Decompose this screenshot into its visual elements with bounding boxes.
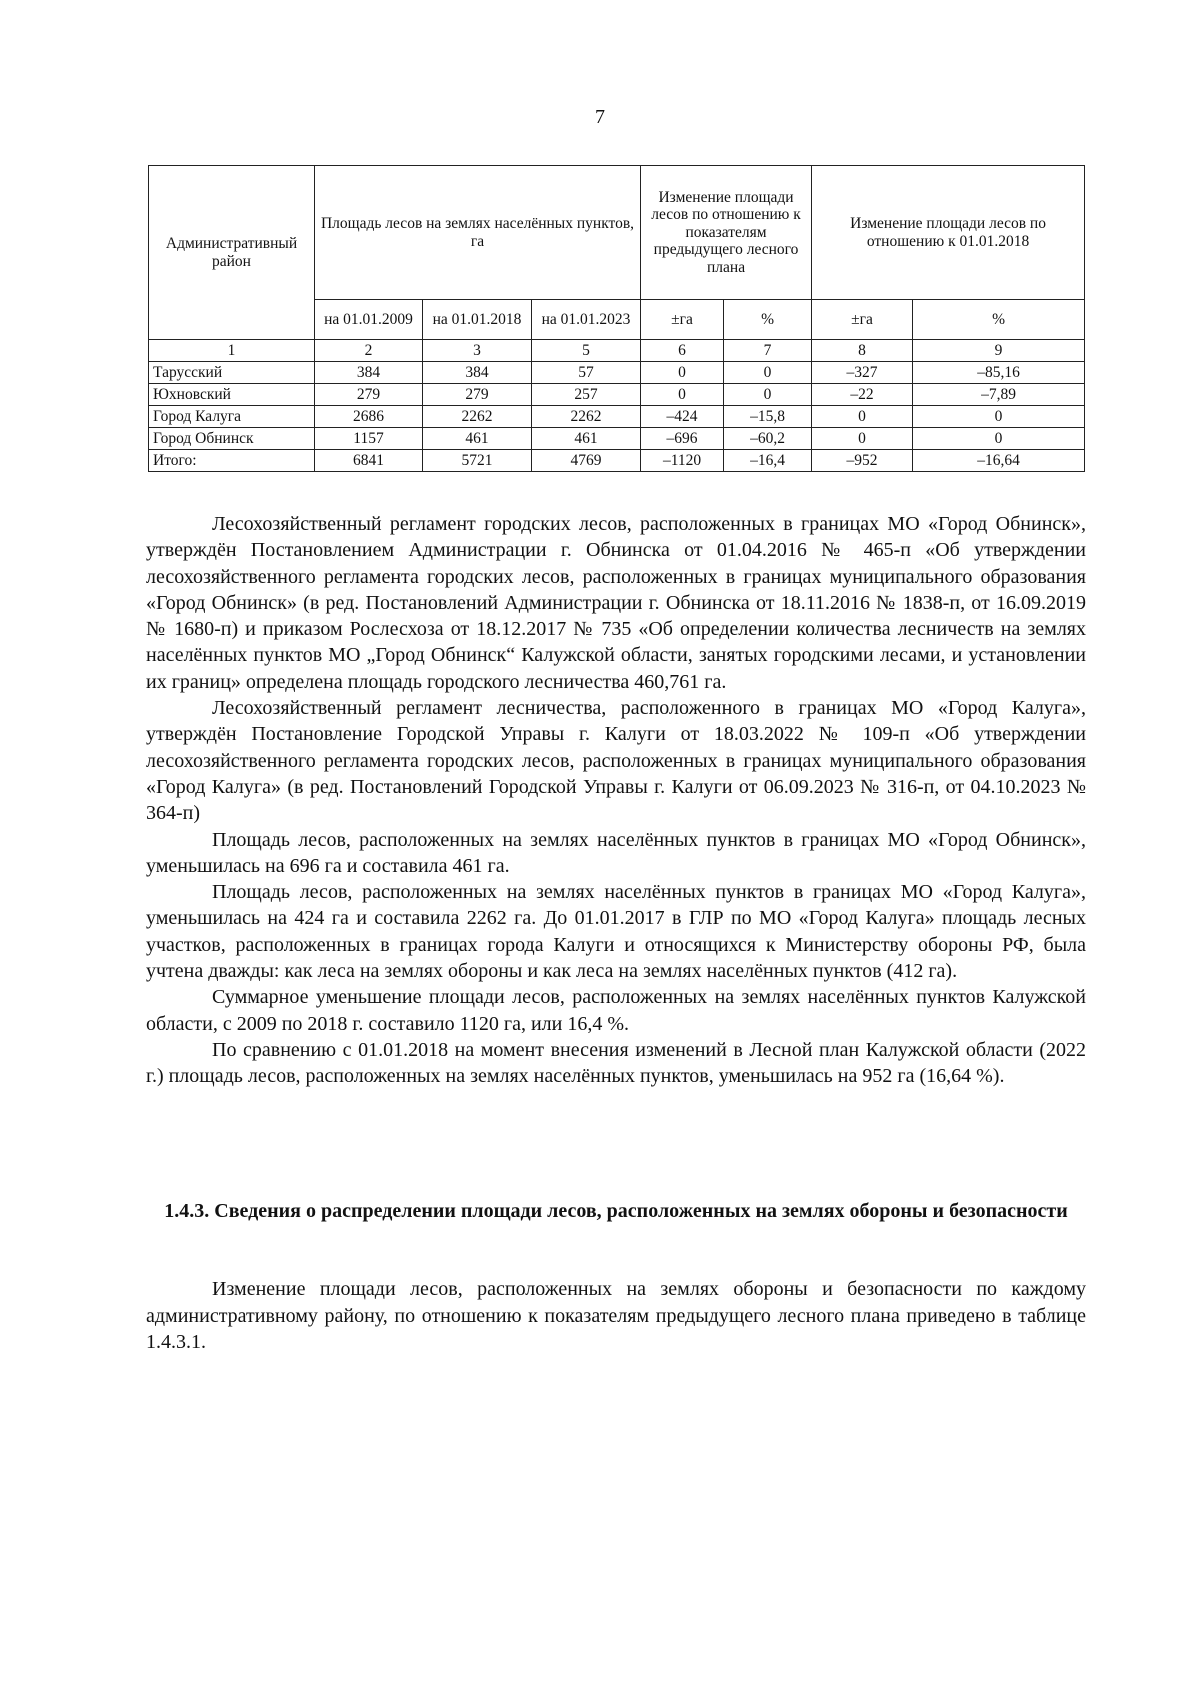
subheader-2018: на 01.01.2018	[423, 300, 532, 340]
table-cell: 4769	[532, 450, 641, 472]
table-cell: 0	[724, 362, 812, 384]
table-cell: 2262	[423, 406, 532, 428]
column-number: 7	[724, 340, 812, 362]
table-cell: 0	[913, 406, 1085, 428]
table-cell: –16,64	[913, 450, 1085, 472]
table-cell: –1120	[641, 450, 724, 472]
column-number: 5	[532, 340, 641, 362]
table-cell: –696	[641, 428, 724, 450]
paragraph-kaluga-regulation: Лесохозяйственный регламент лесничества, расположенного в границах МО «Город Калуга», утверждён Постановление Городской Управы г. Калуги от 18.03.2022 № 109-п «Об утверждении лесохозяйственного регламента городских лесов, расположенных в границах муниципального образования «Город Калуга» (в ред. Постановлений Городской Управы г. Калуги от 06.09.2023 № 316-п, от 04.10.2023 № 364-п)	[146, 697, 1086, 825]
district-name: Тарусский	[149, 362, 315, 384]
column-number: 1	[149, 340, 315, 362]
column-number: 8	[812, 340, 913, 362]
column-number: 2	[315, 340, 423, 362]
paragraph-obninsk-area: Площадь лесов, расположенных на землях населённых пунктов в границах МО «Город Обнинск», уменьшилась на 696 га и составила 461 га.	[146, 828, 1086, 877]
page-number: 7	[595, 106, 605, 128]
table-cell: 1157	[315, 428, 423, 450]
paragraph-obninsk-regulation: Лесохозяйственный регламент городских лесов, расположенных в границах МО «Город Обнинск», утверждён Постановлением Администрации г. Обнинска от 01.04.2016 № 465-п «Об утверждении лесохозяйственного регламента городских лесов, расположенных в границах муниципального образования «Город Обнинск» (в ред. Постановлений Администрации г. Обнинска от 18.11.2016 № 1838-п, от 16.09.2019 № 1680-п) и приказом Рослесхоза от 18.12.2017 № 735 «Об определении количества лесничеств на землях населённых пунктов МО „Город Обнинск“ Калужской области, занятых городскими лесами, и установлении их границ» определена площадь городского лесничества 460,761 га.	[146, 513, 1086, 693]
table-cell: 461	[423, 428, 532, 450]
table-cell: 0	[641, 384, 724, 406]
subheader-prev-ha: ±га	[641, 300, 724, 340]
table-cell: 279	[315, 384, 423, 406]
table-cell: –15,8	[724, 406, 812, 428]
table-cell: –424	[641, 406, 724, 428]
table-cell: –7,89	[913, 384, 1085, 406]
table-cell: 5721	[423, 450, 532, 472]
header-district: Административный район	[149, 166, 315, 340]
table-cell: 0	[641, 362, 724, 384]
column-number: 6	[641, 340, 724, 362]
table-cell: –22	[812, 384, 913, 406]
body-text	[146, 511, 1086, 1090]
table-cell: 0	[812, 428, 913, 450]
table-cell: 257	[532, 384, 641, 406]
table-row	[149, 428, 1085, 450]
table-cell: 279	[423, 384, 532, 406]
table-cell: 57	[532, 362, 641, 384]
column-number-row	[149, 340, 1085, 362]
table-row	[149, 362, 1085, 384]
table-cell: 2686	[315, 406, 423, 428]
section-body	[146, 1276, 1086, 1356]
total-label: Итого:	[149, 450, 315, 472]
table-row	[149, 384, 1085, 406]
table-cell: –327	[812, 362, 913, 384]
column-number: 9	[913, 340, 1085, 362]
paragraph-total-decrease: Суммарное уменьшение площади лесов, расположенных на землях населённых пунктов Калужской области, с 2009 по 2018 г. составило 1120 га, или 16,4 %.	[146, 986, 1086, 1035]
table-cell: 2262	[532, 406, 641, 428]
section-heading: 1.4.3. Сведения о распределении площади лесов, расположенных на землях обороны и безопасности	[164, 1200, 1068, 1222]
district-name: Юхновский	[149, 384, 315, 406]
paragraph-section-intro: Изменение площади лесов, расположенных на землях обороны и безопасности по каждому административному району, по отношению к показателям предыдущего лесного плана приведено в таблице 1.4.3.1.	[146, 1278, 1086, 1353]
header-change-prev-plan: Изменение площади лесов по отношению к показателям предыдущего лесного плана	[641, 166, 812, 300]
table-cell: –85,16	[913, 362, 1085, 384]
table-cell: 0	[812, 406, 913, 428]
table-row	[149, 406, 1085, 428]
forest-area-table	[148, 165, 1085, 472]
table-total-row	[149, 450, 1085, 472]
subheader-2009: на 01.01.2009	[315, 300, 423, 340]
table-cell: –952	[812, 450, 913, 472]
table-cell: –60,2	[724, 428, 812, 450]
subheader-2018-ha: ±га	[812, 300, 913, 340]
column-number: 3	[423, 340, 532, 362]
paragraph-kaluga-area: Площадь лесов, расположенных на землях населённых пунктов в границах МО «Город Калуга», уменьшилась на 424 га и составила 2262 га. До 01.01.2017 в ГЛР по МО «Город Калуга» площадь лесных участков, расположенных в границах города Калуги и относящихся к Министерству обороны РФ, была учтена дважды: как леса на землях обороны и как леса на землях населённых пунктов (412 га).	[146, 881, 1086, 983]
header-change-2018: Изменение площади лесов по отношению к 01.01.2018	[812, 166, 1085, 300]
paragraph-comparison-2018: По сравнению с 01.01.2018 на момент внесения изменений в Лесной план Калужской области (2022 г.) площадь лесов, расположенных на землях населённых пунктов, уменьшилась на 952 га (16,64 %).	[146, 1038, 1086, 1088]
district-name: Город Обнинск	[149, 428, 315, 450]
table-cell: 0	[724, 384, 812, 406]
table-cell: 384	[315, 362, 423, 384]
table-cell: 384	[423, 362, 532, 384]
subheader-prev-percent: %	[724, 300, 812, 340]
subheader-2023: на 01.01.2023	[532, 300, 641, 340]
header-area-group: Площадь лесов на землях населённых пунктов, га	[315, 166, 641, 300]
table-cell: –16,4	[724, 450, 812, 472]
table-cell: 0	[913, 428, 1085, 450]
subheader-2018-percent: %	[913, 300, 1085, 340]
table-cell: 6841	[315, 450, 423, 472]
table-cell: 461	[532, 428, 641, 450]
district-name: Город Калуга	[149, 406, 315, 428]
